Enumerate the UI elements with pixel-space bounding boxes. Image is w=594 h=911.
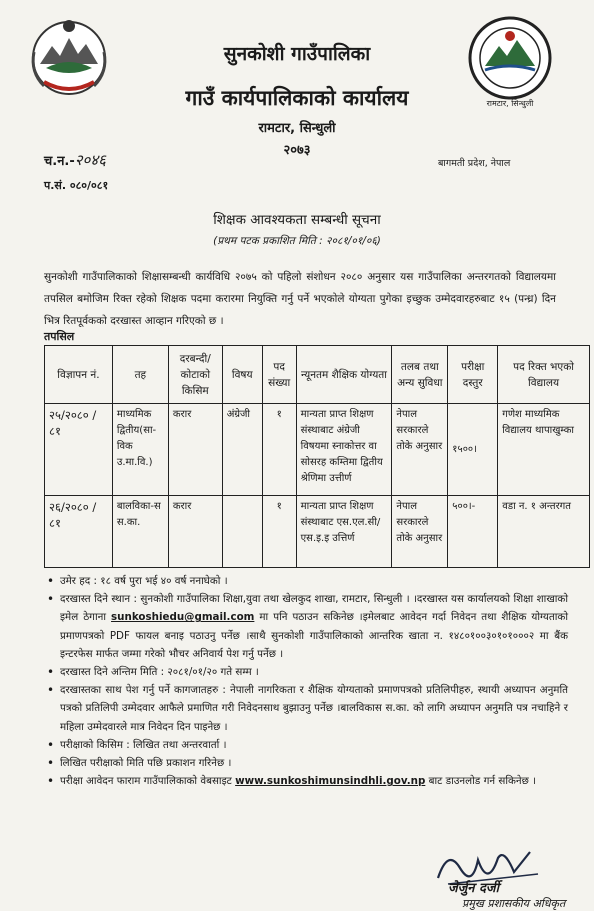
email-link[interactable]: sunkoshiedu@gmail.com	[111, 611, 255, 624]
table-header: विज्ञापन नं.	[45, 346, 113, 404]
dispatch-label: च.न.-	[44, 154, 75, 169]
table-header-row	[45, 346, 590, 404]
table-cell: १५००।	[448, 404, 498, 496]
table-header: पद संख्या	[262, 346, 296, 404]
table-cell: २५/२०८० /८१	[45, 404, 113, 496]
table-cell: मान्यता प्राप्त शिक्षण संस्थाबाट अंग्रेजी विषयमा स्नाकोत्तर वा सोसरह कम्तिमा द्वितीय श्रेणिमा उत्तीर्ण	[296, 404, 392, 496]
list-item	[44, 590, 568, 663]
notice-subtitle: (प्रथम पटक प्रकाशित मिति : २०८१/०१/०६)	[213, 235, 381, 247]
province-label: बागमती प्रदेश, नेपाल	[438, 158, 511, 169]
details-label: तपसिल	[44, 330, 75, 343]
vacancy-table	[44, 345, 590, 568]
fiscal-year: प.सं. ०८०/०८१	[44, 179, 109, 192]
municipality-logo-icon	[455, 14, 565, 110]
table-header: विषय	[222, 346, 262, 404]
table-cell: गणेश माध्यमिक विद्यालय थापाखुम्का	[498, 404, 590, 496]
notice-intro: सुनकोशी गाउँपालिकाको शिक्षासम्बन्धी कार्यविधि २०७५ को पहिलो संशोधन २०८० अनुसार यस गाउँपालिका अन्तरगतको विद्यालयमा तपसिल बमोजिम रिक्त रहेको शिक्षक पदमा करारमा नियुक्ति गर्नु पर्ने भएकोले योग्यता पुगेका इच्छुक उम्मेदवारहरुबाट १५ (पन्ध्र) दिन भित्र रितपूर्वकको दरखास्त आव्हान गरिएको छ ।	[44, 271, 556, 327]
office-name: गाउँ कार्यपालिकाको कार्यालय	[185, 86, 409, 110]
table-cell: अंग्रेजी	[222, 404, 262, 496]
table-cell: माध्यमिक द्वितीय(सा-विक उ.मा.वि.)	[112, 404, 168, 496]
list-item: • उमेर हद : १८ वर्ष पुरा भई ४० वर्ष ननाघेको ।	[44, 572, 568, 590]
table-header: तह	[112, 346, 168, 404]
list-item: • परीक्षाको किसिम : लिखित तथा अन्तरवार्ता ।	[44, 736, 568, 754]
established-year: २०७३	[283, 143, 311, 158]
table-cell: बालविका-स स.का.	[112, 496, 168, 568]
table-cell: करार	[168, 496, 222, 568]
municipality-name: सुनकोशी गाउँपालिका	[223, 43, 371, 65]
office-address: रामटार, सिन्धुली	[258, 121, 336, 136]
list-item: • दरखास्त दिने अन्तिम मिति : २०८१/०१/२० गते सम्म ।	[44, 663, 568, 681]
form-text-cont: बाट डाउनलोड गर्न सकिनेछ ।	[425, 775, 537, 788]
table-header: पद रिक्त भएको विद्यालय	[498, 346, 590, 404]
application-place-text: दरखास्त दिने स्थान : सुनकोशी गाउँपालिका शिक्षा,युवा तथा खेलकुद शाखा, रामटार, सिन्धुली । ।दरखास्त यस कार्यालयको शिक्षा शाखाको इमेल ठेगाना	[60, 593, 568, 624]
table-header: न्यूनतम शैक्षिक योग्यता	[296, 346, 392, 404]
table-cell: करार	[168, 404, 222, 496]
website-link[interactable]: www.sunkoshimunsindhli.gov.np	[235, 775, 426, 788]
list-item: • लिखित परीक्षाको मिति पछि प्रकाशन गरिनेछ ।	[44, 754, 568, 772]
logo-caption: रामटार, सिन्धुली	[486, 99, 534, 108]
table-row	[45, 404, 590, 496]
application-place-text-cont: मा पनि पठाउन सकिनेछ ।इमेलबाट आवेदन गर्दा निवेदन तथा शैक्षिक योग्यताको प्रमाणपत्रको PDF फायल बनाइ पठाउनु पर्नेछ ।साथै सुनकोशी गाउँपालिकाको आन्तरिक खाता न. १४८०१००३०१०१०००२ मा बैंक इन्टरफेस मार्फत जम्मा गरेको भौचर अनिवार्य पेश गर्नु पर्नेछ ।	[60, 611, 568, 660]
table-row	[45, 496, 590, 568]
table-cell: नेपाल सरकारले तोके अनुसार	[392, 496, 448, 568]
table-cell: १	[262, 496, 296, 568]
table-cell: वडा न. १ अन्तरगत	[498, 496, 590, 568]
table-header: तलब तथा अन्य सुविधा	[392, 346, 448, 404]
notice-points	[44, 572, 568, 790]
table-header: परीक्षा दस्तुर	[448, 346, 498, 404]
notice-title: शिक्षक आवश्यकता सम्बन्धी सूचना	[213, 212, 381, 228]
dispatch-number	[44, 150, 106, 170]
list-item: • दरखास्तका साथ पेश गर्नु पर्ने कागजातहरु : नेपाली नागरिकता र शैक्षिक योग्यताको प्रमाणपत्रको प्रतिलिपीहरु, स्थायी अध्यापन अनुमति पत्रको प्रतिलिपी उम्मेदवार आफैले प्रमाणित गरी निवेदनसाथ बुझाउनु पर्नेछ ।बालविकास स.का. को लागि अध्यापन अनुमति पत्र नचाहिने र महिला उम्मेदवारले मात्र निवेदन दिन पाइनेछ ।	[44, 681, 568, 736]
dispatch-value: २०४६	[74, 151, 106, 169]
list-item	[44, 772, 568, 790]
table-cell: मान्यता प्राप्त शिक्षण संस्थाबाट एस.एल.सी/एस.इ.इ उत्तिर्ण	[296, 496, 392, 568]
signatory-title: प्रमुख प्रशासकीय अधिकृत	[462, 897, 566, 910]
table-cell	[222, 496, 262, 568]
table-cell: २६/२०८० /८१	[45, 496, 113, 568]
signatory-name: जेर्जुन दर्जी	[448, 881, 499, 896]
form-text: परीक्षा आवेदन फाराम गाउँपालिकाको वेबसाइट	[60, 775, 236, 788]
table-cell: १	[262, 404, 296, 496]
table-cell: नेपाल सरकारले तोके अनुसार	[392, 404, 448, 496]
table-header: दरबन्दी/ कोटाको किसिम	[168, 346, 222, 404]
table-cell: ५००।-	[448, 496, 498, 568]
